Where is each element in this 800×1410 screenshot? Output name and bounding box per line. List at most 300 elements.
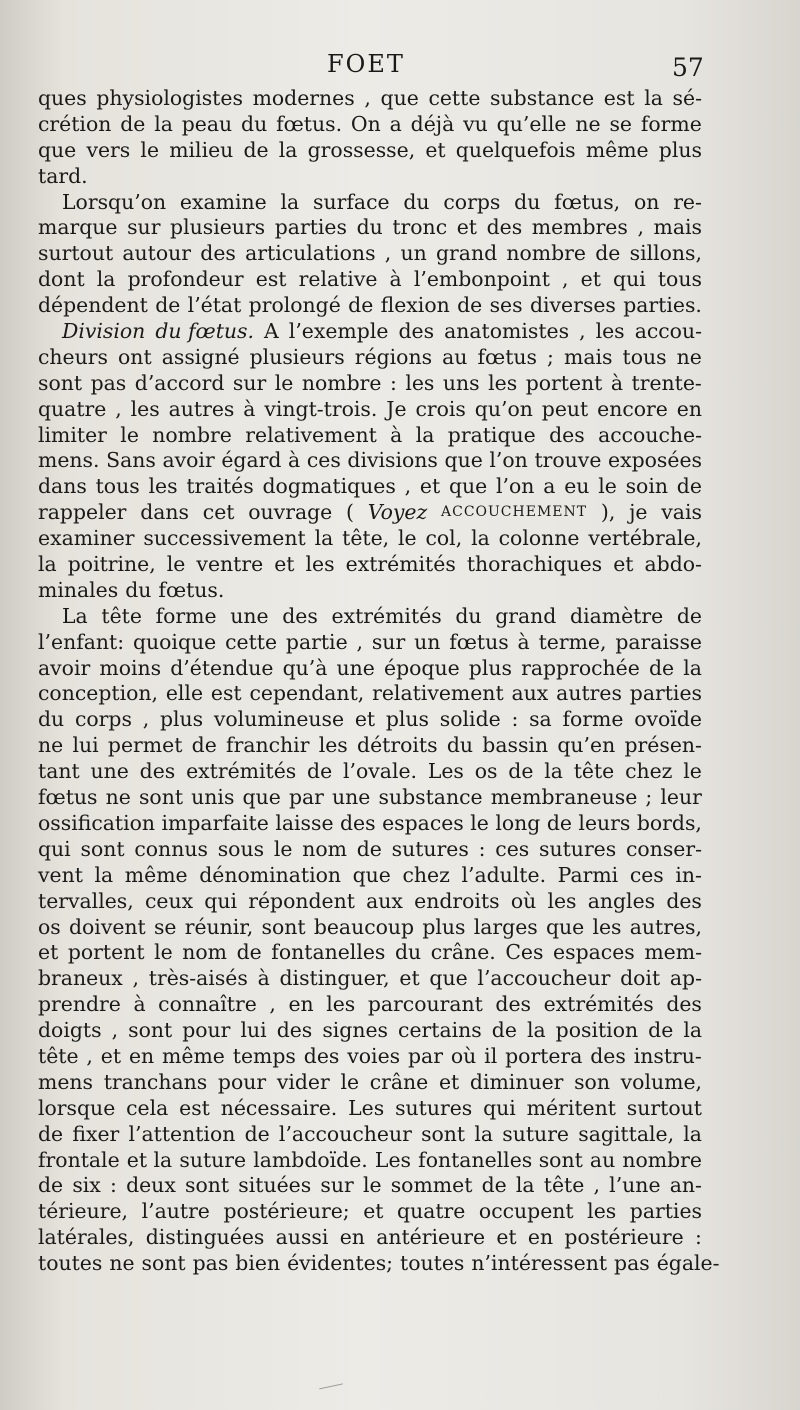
word: accouche- (598, 422, 702, 447)
text-line (38, 371, 702, 397)
word: : (389, 370, 397, 395)
word: diminuer (469, 1069, 564, 1094)
word: cela (126, 1095, 169, 1120)
word: sutures (391, 836, 469, 861)
word: extrémités (331, 603, 442, 628)
word: où (450, 1043, 477, 1068)
word: parties (629, 681, 702, 706)
word: milieu (169, 137, 234, 162)
word: je (629, 500, 648, 525)
text-line (38, 915, 702, 941)
word: que (38, 137, 77, 162)
word: soin (625, 474, 668, 499)
word: autour (122, 241, 192, 266)
text-line (38, 1251, 720, 1277)
word: mens (38, 1069, 93, 1094)
word: : (478, 836, 486, 861)
word: du (356, 215, 383, 240)
word: fontanelles sont (418, 1147, 583, 1172)
word: mais (653, 215, 702, 240)
word: fœtus (449, 629, 509, 654)
word: tous (657, 267, 702, 292)
word: a (389, 111, 402, 136)
word: plus (658, 137, 702, 162)
word: Lorsqu’on (62, 189, 167, 214)
word: sur (371, 629, 406, 654)
word: à (133, 992, 146, 1017)
word: de (191, 733, 217, 758)
word: à (257, 966, 270, 991)
word: bien (235, 1251, 281, 1276)
word: de (676, 603, 702, 628)
word: la (96, 267, 116, 292)
word: Voyez (367, 500, 428, 525)
text-line (38, 138, 702, 164)
word: permet (107, 733, 183, 758)
text-line (38, 397, 702, 423)
word: la (278, 137, 298, 162)
word: extrémités (186, 759, 297, 784)
word: la (154, 111, 173, 136)
word: ouvrage (248, 500, 333, 525)
word: rapprochée (521, 655, 640, 680)
word: qui (613, 267, 646, 292)
word: sillons, (629, 241, 702, 266)
word: se (153, 914, 177, 939)
word: Division (62, 319, 146, 344)
word: bassin (482, 733, 549, 758)
word: des (549, 422, 585, 447)
word: ACCOUCHEMENT (441, 504, 588, 521)
word: surface (313, 189, 390, 214)
word: endroits (414, 888, 500, 913)
word: , (637, 215, 644, 240)
word: le (273, 836, 293, 861)
word: : (695, 1225, 702, 1250)
word: : (110, 1173, 117, 1198)
word: des (486, 215, 523, 240)
text-line (38, 681, 702, 707)
text-line (38, 1018, 702, 1044)
word: fixer (72, 1121, 120, 1146)
word: une (90, 759, 129, 784)
word: cet (202, 500, 235, 525)
word: la (474, 1121, 494, 1146)
word: mem- (644, 940, 702, 965)
word: l’autre (141, 1199, 210, 1224)
word: minales (38, 577, 119, 602)
word: sutures (539, 836, 617, 861)
word: : (511, 707, 519, 732)
word: répondent (248, 888, 355, 913)
word: autres (168, 396, 235, 421)
word: conception, (38, 681, 158, 706)
word: os (474, 759, 498, 784)
word: est (603, 86, 635, 110)
word: nom (182, 940, 228, 965)
word: corps (74, 707, 132, 732)
word: aux (366, 888, 403, 913)
text-line (38, 940, 702, 966)
word: une (230, 603, 269, 628)
text-line (38, 552, 702, 578)
word: déjà (410, 111, 455, 136)
word: grossesse, (307, 137, 416, 162)
word: dogmatiques (262, 474, 396, 499)
word: pour (217, 1069, 267, 1094)
word: ces (495, 836, 530, 861)
word: à (610, 370, 624, 395)
word: terme, (538, 629, 607, 654)
word: forme (640, 111, 702, 136)
word: signes (322, 1018, 389, 1043)
word: ne (575, 111, 601, 136)
word: qui (204, 888, 237, 913)
word: méritent (526, 1095, 616, 1120)
word: leurs (578, 810, 631, 835)
word: conser- (626, 836, 702, 861)
text-line (38, 733, 702, 759)
word: deux (126, 1173, 176, 1198)
text-line (38, 707, 702, 733)
word: l’on (496, 474, 535, 499)
text-line (38, 837, 702, 863)
word: cependant, (249, 681, 365, 706)
word: surtout (626, 1095, 702, 1120)
word: fœtus. (276, 111, 343, 136)
word: , (384, 241, 392, 266)
word: antérieure (376, 1225, 486, 1250)
word: est (255, 267, 287, 292)
word: tard. (38, 163, 88, 188)
word: bords, (636, 810, 702, 835)
word: sagittale, (578, 1121, 675, 1146)
word: , (579, 319, 586, 344)
word: le (140, 137, 160, 162)
word: relative (298, 267, 378, 292)
word: dépendent (38, 293, 148, 318)
word: tous (622, 344, 667, 369)
word: sa (529, 707, 552, 732)
word: où (510, 888, 537, 913)
word: des (495, 992, 532, 1017)
word: , (115, 396, 122, 421)
word: nombre (506, 241, 587, 266)
word: assigné (161, 344, 240, 369)
word: qu’on (474, 396, 533, 421)
word: et la (126, 1147, 173, 1172)
word: doigts (38, 1018, 102, 1043)
word: de (648, 655, 675, 680)
word: aux (511, 681, 549, 706)
text-line (38, 578, 702, 604)
word: ossification (38, 810, 156, 835)
word: distinguer, (279, 966, 390, 991)
word: à (243, 396, 256, 421)
word: ap- (669, 966, 702, 991)
word: moins (99, 655, 162, 680)
word: six (72, 1173, 101, 1198)
word: de (491, 1018, 517, 1043)
word: dans (140, 500, 190, 525)
word: de (236, 940, 262, 965)
text-line (38, 293, 702, 319)
word: trente- (631, 370, 702, 395)
word: modernes (252, 86, 355, 110)
word: os (38, 914, 61, 939)
word: ovoïde (634, 707, 702, 732)
word: avoir (38, 655, 91, 680)
word: le (362, 1173, 382, 1198)
word: il (484, 1043, 498, 1068)
word: au (442, 344, 468, 369)
word: d’étendue (170, 655, 274, 680)
word: du (446, 733, 474, 758)
word: chez (402, 862, 450, 887)
word: est (179, 1095, 210, 1120)
word: portent (67, 940, 145, 965)
word: successivement (143, 526, 306, 551)
word: extrémités (543, 992, 654, 1017)
word: sont (80, 836, 125, 861)
word: portera (505, 1043, 583, 1068)
word: des (200, 241, 236, 266)
word: elle (165, 681, 204, 706)
word: A (264, 319, 279, 344)
word: tête (573, 759, 615, 784)
word: lorsque (38, 1095, 116, 1120)
word: accou- (634, 319, 702, 344)
word: évidentes; (287, 1251, 394, 1276)
word: ( (346, 500, 354, 525)
word: l’exemple (288, 319, 389, 344)
word: même (162, 1043, 225, 1068)
word: sont (421, 1121, 466, 1146)
word: fœtus. (158, 577, 225, 602)
word: postérieure (564, 1225, 684, 1250)
word: avoir (162, 448, 215, 473)
word: ), (600, 500, 616, 525)
word: , (356, 629, 363, 654)
word: La (62, 603, 88, 628)
word: col, (425, 526, 463, 551)
word: nombre (301, 370, 382, 395)
word: l’ovale. (342, 759, 418, 784)
word: physiologistes (96, 86, 243, 110)
word: vertébrale, (588, 526, 702, 551)
word: en (288, 992, 314, 1017)
word: ces (306, 448, 341, 473)
word: en (128, 1043, 155, 1068)
word: uns (442, 370, 480, 395)
text-line (38, 863, 702, 889)
word: l’accoucheur (477, 966, 611, 991)
word: leur (660, 785, 702, 810)
word: sont (38, 370, 83, 395)
word: les (318, 733, 348, 758)
word: sé- (672, 86, 702, 110)
word: Parmi (557, 862, 619, 887)
word: la (515, 1173, 535, 1198)
word: membraneuse (490, 785, 638, 810)
text-line (38, 1148, 702, 1174)
word: son (574, 1069, 610, 1094)
word: mens. (38, 448, 100, 473)
word: nombre (152, 422, 232, 447)
word: nécessaire. (220, 1095, 338, 1120)
word: certains (398, 1018, 482, 1043)
word: la (683, 655, 702, 680)
text-line (38, 889, 702, 915)
word: vu (463, 111, 488, 136)
word: crâne. (430, 940, 496, 965)
word: de (244, 1121, 270, 1146)
word: solide (439, 707, 501, 732)
word: des (590, 1043, 626, 1068)
word: in- (675, 862, 702, 887)
word: Ces (505, 940, 544, 965)
word: fœtus, (554, 189, 621, 214)
word: tête (543, 1173, 585, 1198)
word: ne (109, 1251, 135, 1276)
word: cette (225, 629, 278, 654)
word: quatre (38, 396, 107, 421)
word: toutes (400, 1251, 465, 1276)
word: crâne (369, 1069, 429, 1094)
word: grand (495, 603, 557, 628)
word: trouve (534, 448, 602, 473)
word: temps (232, 1043, 296, 1068)
word: des (666, 992, 702, 1017)
word: qui (483, 1095, 516, 1120)
word: braneux (38, 966, 123, 991)
running-head: FOET (327, 50, 405, 78)
word: a (543, 474, 556, 499)
word: sont (138, 785, 184, 810)
word: , (404, 474, 412, 499)
word: chez (625, 759, 673, 784)
word: de (508, 759, 534, 784)
word: l’adulte. (461, 862, 547, 887)
word: du (514, 189, 541, 214)
word: franchir (226, 733, 310, 758)
text-line (38, 190, 702, 216)
word: le (598, 474, 617, 499)
word: instru- (633, 1043, 702, 1068)
word: postérieure; (223, 1199, 350, 1224)
word: et (425, 137, 446, 162)
text-line (38, 992, 702, 1018)
word: par (288, 785, 324, 810)
word: re- (673, 189, 702, 214)
text-line (38, 630, 702, 656)
word: fœtus (38, 785, 98, 810)
word: les (488, 370, 518, 395)
word: ne (676, 344, 702, 369)
word: prendre (38, 992, 121, 1017)
word: de (546, 810, 572, 835)
word: Sans (106, 448, 156, 473)
word: flexion (380, 293, 450, 318)
text-line (38, 319, 702, 345)
word: diverses (529, 293, 616, 318)
text-line (38, 215, 702, 241)
word: pas (192, 1251, 229, 1276)
word: de (38, 1173, 64, 1198)
word: abdo- (644, 552, 702, 577)
word: parties. (623, 293, 702, 318)
word: de (481, 1173, 507, 1198)
word: tête (101, 603, 142, 628)
word: autres, (629, 914, 702, 939)
word: que (444, 448, 483, 473)
body-text (38, 86, 720, 1277)
word: n’intéressent (471, 1251, 608, 1276)
word: et (274, 552, 295, 577)
word: parties (629, 1199, 702, 1224)
word: , (364, 86, 371, 110)
word: et (354, 707, 376, 732)
word: cette (428, 86, 481, 110)
word: tête, (342, 526, 390, 551)
word: l’attention (128, 1121, 236, 1146)
word: le (154, 940, 173, 965)
word: et (438, 1069, 460, 1094)
word: pas (90, 370, 127, 395)
word: thorachiques (466, 552, 603, 577)
word: à (288, 448, 301, 473)
word: l’on (489, 448, 528, 473)
word: mais (563, 344, 613, 369)
word: vingt-trois. (264, 396, 378, 421)
word: larges (473, 914, 538, 939)
word: ; (547, 344, 554, 369)
word: des (340, 810, 376, 835)
word: tous (95, 474, 140, 499)
word: sur (320, 1173, 354, 1198)
word: connus (134, 836, 208, 861)
word: traités (186, 474, 254, 499)
text-line (38, 656, 702, 682)
word: eu (564, 474, 590, 499)
word: sommet (390, 1173, 473, 1198)
word: on (633, 189, 660, 214)
word: et (496, 1225, 517, 1250)
word: des (139, 759, 176, 784)
word: forme (155, 603, 217, 628)
word: tête (38, 1043, 79, 1068)
word: les (587, 1199, 617, 1224)
word: du (38, 707, 65, 732)
word: et (38, 940, 59, 965)
word: ces (629, 862, 664, 887)
word: suture (502, 1121, 570, 1146)
text-line (38, 164, 702, 190)
word: du (125, 577, 152, 602)
text-line (38, 1199, 702, 1225)
word: doivent (68, 914, 146, 939)
word: les (148, 474, 178, 499)
word: , (142, 707, 150, 732)
text-line (38, 474, 702, 500)
text-line (38, 1122, 702, 1148)
word: les (130, 396, 160, 421)
word: l’une (609, 1173, 661, 1198)
word: ne (38, 733, 64, 758)
word: Les (348, 1095, 385, 1120)
word: un (400, 241, 427, 266)
word: cheurs (38, 344, 108, 369)
